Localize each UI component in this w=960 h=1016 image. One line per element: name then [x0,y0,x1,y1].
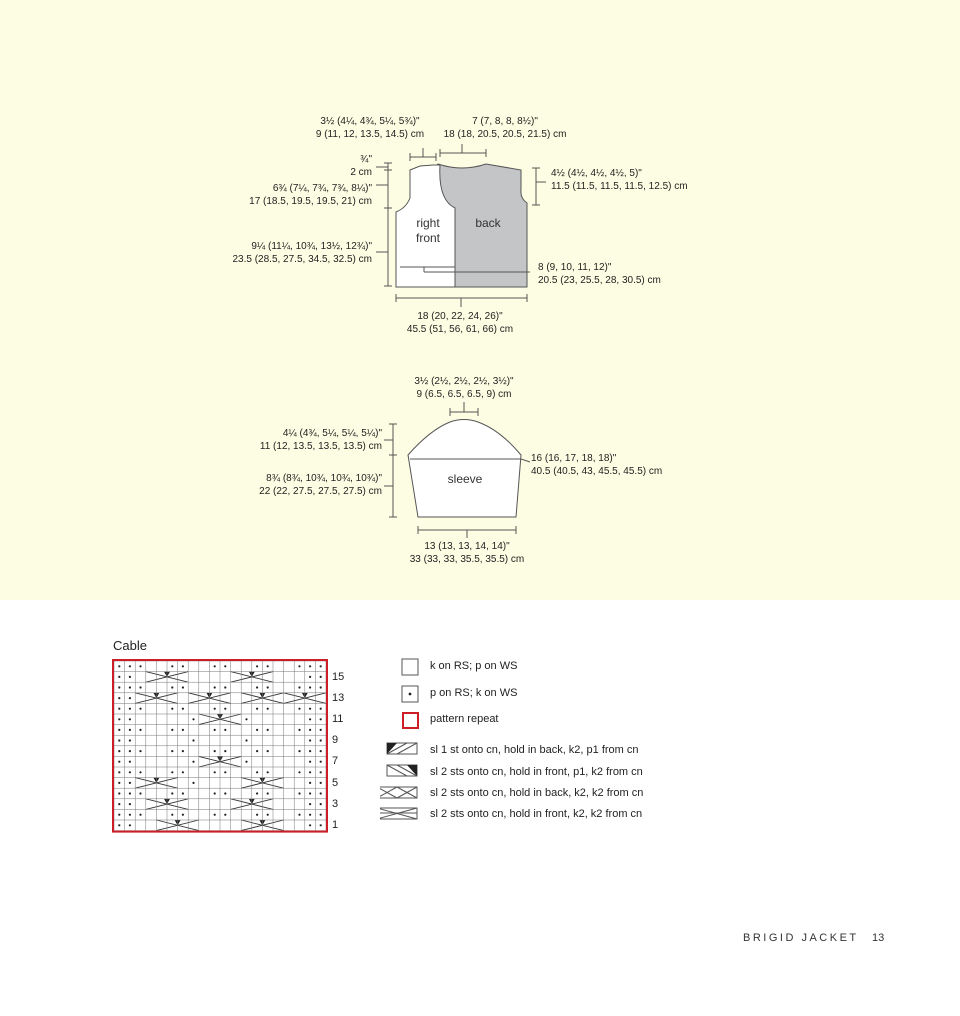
left-cross-knit-symbol-icon [380,807,426,821]
purl-dot [139,792,141,794]
page-number: 13 [872,932,885,944]
purl-dot [129,739,131,741]
purl-dot [214,792,216,794]
purl-dot [320,782,322,784]
purl-dot [256,686,258,688]
row-number: 3 [332,798,339,810]
purl-dot [129,761,131,763]
purl-dot [171,792,173,794]
armhole-right-measurement: 4½ (4½, 4½, 4½, 5)" 11.5 (11.5, 11.5, 11.5, 12.5) cm [551,168,688,192]
purl-dot [320,708,322,710]
purl-dot [118,814,120,816]
purl-dot [118,750,120,752]
purl-dot [309,729,311,731]
purl-dot [118,729,120,731]
purl-dot [309,792,311,794]
purl-dot [256,729,258,731]
purl-dot [309,718,311,720]
purl-dot [256,665,258,667]
purl-dot [256,708,258,710]
purl-dot [129,750,131,752]
row-number: 11 [332,713,344,725]
right-cross-purl-symbol-icon [380,742,426,756]
legend-pattern-repeat [380,711,420,731]
purl-dot [139,708,141,710]
purl-dot [214,814,216,816]
sleeve-length-measurement: 8¾ (8¾, 10¾, 10¾, 10¾)" 22 (22, 27.5, 27.5, 27.5) cm [259,473,382,497]
purl-dot [309,771,311,773]
purl-dot [298,708,300,710]
legend-label: sl 1 st onto cn, hold in back, k2, p1 from cn [430,744,639,756]
purl-dot [267,750,269,752]
purl-dot [298,729,300,731]
purl-dot [320,686,322,688]
purl-dot [256,814,258,816]
purl-dot [320,824,322,826]
purl-dot [129,718,131,720]
purl-dot [214,750,216,752]
purl-dot [224,729,226,731]
purl-dot [267,771,269,773]
sleeve-cap-measurement: 4¼ (4¾, 5¼, 5¼, 5¼)" 11 (12, 13.5, 13.5, 13.5) cm [259,428,382,452]
sleeve-cuff-measurement: 13 (13, 13, 14, 14)" 33 (33, 33, 35.5, 35.5) cm [409,541,525,565]
purl-dot [118,665,120,667]
purl-dot [224,708,226,710]
purl-dot [118,697,120,699]
purl-dot [129,792,131,794]
row-number: 13 [332,692,345,704]
right-cross-knit-symbol-icon [380,786,426,800]
row-number: 1 [332,819,339,831]
purl-dot [171,708,173,710]
purl-dot [118,782,120,784]
sleeve-top-measurement: 3½ (2½, 2½, 2½, 3½)" 9 (6.5, 6.5, 6.5, 9) cm [414,376,514,400]
legend-right-cross-purl [380,742,426,762]
purl-dot [171,750,173,752]
purl-dot [320,803,322,805]
purl-dot [309,814,311,816]
legend-label: sl 2 sts onto cn, hold in front, p1, k2 from cn [430,766,643,778]
purl-dot [298,792,300,794]
purl-dot [139,771,141,773]
purl-dot [182,792,184,794]
legend-label: sl 2 sts onto cn, hold in front, k2, k2 from cn [430,808,643,820]
purl-dot [245,718,247,720]
left-cross-purl-symbol-icon [380,764,426,778]
purl-dot [214,708,216,710]
purl-dot [309,782,311,784]
purl-symbol-icon [380,685,420,705]
row-number: 7 [332,755,339,767]
purl-dot [298,750,300,752]
purl-dot [118,739,120,741]
purl-dot [309,676,311,678]
purl-dot [129,686,131,688]
row-number: 9 [332,734,339,746]
armhole-depth-measurement: 6¾ (7¼, 7¾, 7¾, 8¼)" 17 (18.5, 19.5, 19.5, 21) cm [249,183,372,207]
purl-dot [139,729,141,731]
purl-dot [267,729,269,731]
purl-dot [320,771,322,773]
pattern-repeat-symbol-icon [380,711,420,731]
purl-dot [118,761,120,763]
shoulder-width-measurement: 3½ (4¼, 4¾, 5¼, 5¾)" 9 (11, 12, 13.5, 14.5) cm [315,116,425,140]
purl-dot [182,729,184,731]
purl-dot [267,814,269,816]
footer-title: BRIGID JACKET [743,932,859,944]
purl-dot [129,697,131,699]
purl-dot [182,814,184,816]
purl-dot [139,686,141,688]
purl-dot [118,771,120,773]
side-length-measurement: 9¼ (11¼, 10¾, 13½, 12¾)" 23.5 (28.5, 27.5, 34.5, 32.5) cm [232,241,372,265]
purl-dot [320,665,322,667]
purl-dot [214,771,216,773]
purl-dot [320,718,322,720]
purl-dot [182,665,184,667]
purl-dot [309,665,311,667]
purl-dot [298,686,300,688]
purl-dot [118,792,120,794]
purl-dot [224,665,226,667]
purl-dot [309,761,311,763]
legend-right-cross-knit [380,786,426,806]
purl-dot [129,814,131,816]
purl-dot [224,792,226,794]
purl-dot [256,750,258,752]
purl-dot [309,686,311,688]
purl-dot [309,824,311,826]
purl-dot [118,803,120,805]
purl-dot [171,771,173,773]
purl-dot [320,792,322,794]
purl-dot [245,739,247,741]
purl-dot [129,729,131,731]
purl-dot [182,771,184,773]
sleeve-upper-width-measurement: 16 (16, 17, 18, 18)" 40.5 (40.5, 43, 45.5, 45.5) cm [531,453,663,477]
legend-label: p on RS; k on WS [430,687,518,699]
row-number: 15 [332,671,345,683]
back-width-measurement: 18 (20, 22, 24, 26)" 45.5 (51, 56, 61, 66) cm [406,311,514,335]
purl-dot [118,708,120,710]
purl-dot [245,761,247,763]
purl-dot [298,814,300,816]
purl-dot [267,686,269,688]
purl-dot [129,665,131,667]
row-number: 5 [332,777,339,789]
purl-dot [256,771,258,773]
purl-dot [129,771,131,773]
purl-dot [129,824,131,826]
purl-dot [139,814,141,816]
purl-dot [171,814,173,816]
purl-dot [298,665,300,667]
purl-dot [309,739,311,741]
legend-knit [380,658,400,678]
purl-dot [192,761,194,763]
legend-label: pattern repeat [430,713,499,725]
purl-dot [224,686,226,688]
back-label: back [475,216,501,230]
legend-left-cross-knit [380,807,426,827]
knit-symbol-icon [380,658,420,678]
purl-dot [214,686,216,688]
purl-dot [118,824,120,826]
purl-dot [214,665,216,667]
purl-dot [182,750,184,752]
purl-dot [320,814,322,816]
purl-dot [309,750,311,752]
purl-dot [224,750,226,752]
neck-depth-measurement: ¾" 2 cm [350,154,372,178]
purl-dot [171,686,173,688]
purl-dot [267,792,269,794]
purl-dot [320,761,322,763]
purl-dot [192,782,194,784]
purl-dot [256,792,258,794]
sleeve-label: sleeve [447,472,483,486]
neck-width-measurement: 7 (7, 8, 8, 8½)" 18 (18, 20.5, 20.5, 21.5) cm [443,116,567,140]
purl-dot [171,729,173,731]
right-front-label: right front [415,216,440,245]
purl-dot [267,708,269,710]
purl-dot [129,676,131,678]
purl-dot [309,708,311,710]
front-width-measurement: 8 (9, 10, 11, 12)" 20.5 (23, 25.5, 28, 30.5) cm [538,262,661,286]
purl-dot [309,803,311,805]
purl-dot [298,771,300,773]
purl-dot [139,750,141,752]
purl-dot [320,676,322,678]
purl-dot [139,665,141,667]
purl-dot [267,665,269,667]
legend-left-cross-purl [380,764,426,784]
purl-dot [224,814,226,816]
purl-dot [118,718,120,720]
legend-label: sl 2 sts onto cn, hold in back, k2, k2 from cn [430,787,644,799]
cable-chart-title: Cable [113,638,147,653]
purl-dot [320,729,322,731]
purl-dot [182,686,184,688]
legend-purl [380,685,420,705]
purl-dot [224,771,226,773]
purl-dot [320,739,322,741]
purl-dot [118,676,120,678]
purl-dot [192,718,194,720]
purl-dot [171,665,173,667]
purl-dot [129,803,131,805]
purl-dot [320,750,322,752]
purl-dot [118,686,120,688]
purl-dot [214,729,216,731]
purl-dot [129,782,131,784]
purl-dot [192,739,194,741]
purl-dot [182,708,184,710]
purl-dot [129,708,131,710]
legend-label: k on RS; p on WS [430,660,518,672]
